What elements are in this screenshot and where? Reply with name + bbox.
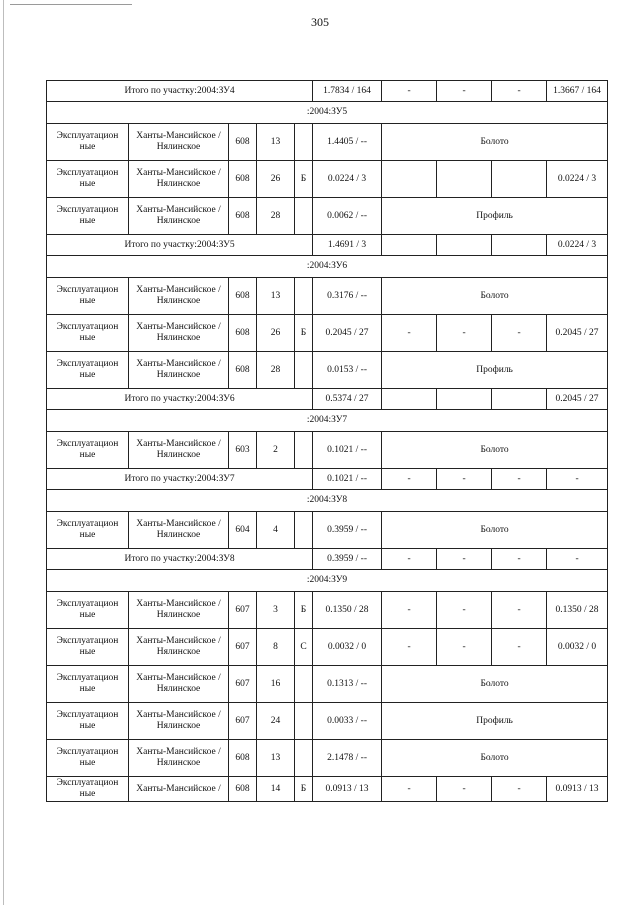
section-number-cell: 13: [257, 124, 295, 161]
area-cell: 0.0033 / --: [313, 703, 382, 740]
table-row: [47, 161, 608, 198]
forestry-location-cell: Ханты-Мансийское / Нялинское: [129, 198, 229, 235]
value-cell: -: [437, 315, 492, 352]
quarter-number-cell: 608: [229, 740, 257, 777]
land-type-merged-cell: Болото: [382, 432, 608, 469]
quarter-number-cell: 608: [229, 278, 257, 315]
value-cell: -: [492, 315, 547, 352]
total-value-cell: -: [437, 549, 492, 570]
quarter-number-cell: 608: [229, 124, 257, 161]
plot-section-header: :2004:ЗУ5: [47, 102, 608, 124]
area-cell: 0.0224 / 3: [313, 161, 382, 198]
land-category-cell: Эксплуатацион ные: [47, 592, 129, 629]
section-number-cell: 3: [257, 592, 295, 629]
section-number-cell: 2: [257, 432, 295, 469]
quarter-number-cell: 608: [229, 161, 257, 198]
scan-top-mark: [10, 4, 132, 5]
value-cell: [382, 161, 437, 198]
plot-total-row: [47, 469, 608, 490]
last-value-cell: 0.1350 / 28: [547, 592, 608, 629]
land-category-cell: Эксплуатацион ные: [47, 512, 129, 549]
total-value-cell: [437, 389, 492, 410]
value-cell: [437, 161, 492, 198]
value-cell: -: [382, 629, 437, 666]
land-type-merged-cell: Профиль: [382, 198, 608, 235]
quarter-number-cell: 604: [229, 512, 257, 549]
value-cell: [492, 161, 547, 198]
last-value-cell: 0.0224 / 3: [547, 161, 608, 198]
table-row: [47, 124, 608, 161]
flag-cell: [295, 198, 313, 235]
quarter-number-cell: 607: [229, 666, 257, 703]
flag-cell: [295, 432, 313, 469]
quarter-number-cell: 608: [229, 315, 257, 352]
table-row: [47, 432, 608, 469]
section-number-cell: 14: [257, 777, 295, 802]
plot-section-header-row: [47, 570, 608, 592]
plot-total-row: [47, 389, 608, 410]
forestry-location-cell: Ханты-Мансийское / Нялинское: [129, 629, 229, 666]
forestry-location-cell: Ханты-Мансийское / Нялинское: [129, 592, 229, 629]
table-row: [47, 278, 608, 315]
flag-cell: [295, 666, 313, 703]
flag-cell: Б: [295, 777, 313, 802]
total-value-cell: [492, 235, 547, 256]
forest-plots-table: [46, 80, 608, 802]
area-cell: 0.0153 / --: [313, 352, 382, 389]
scan-edge-line: [3, 0, 4, 905]
total-area-cell: 0.1021 / --: [313, 469, 382, 490]
forestry-location-cell: Ханты-Мансийское / Нялинское: [129, 161, 229, 198]
plot-section-header-row: [47, 490, 608, 512]
forestry-location-cell: Ханты-Мансийское / Нялинское: [129, 352, 229, 389]
quarter-number-cell: 603: [229, 432, 257, 469]
quarter-number-cell: 607: [229, 703, 257, 740]
total-value-cell: -: [382, 549, 437, 570]
land-type-merged-cell: Профиль: [382, 703, 608, 740]
land-category-cell: Эксплуатацион ные: [47, 703, 129, 740]
land-type-merged-cell: Болото: [382, 666, 608, 703]
total-label: Итого по участку:2004:ЗУ5: [47, 235, 313, 256]
land-category-cell: Эксплуатацион ные: [47, 740, 129, 777]
total-label: Итого по участку:2004:ЗУ6: [47, 389, 313, 410]
plot-section-header-row: [47, 256, 608, 278]
forestry-location-cell: Ханты-Мансийское / Нялинское: [129, 278, 229, 315]
section-number-cell: 16: [257, 666, 295, 703]
land-type-merged-cell: Профиль: [382, 352, 608, 389]
forestry-location-cell: Ханты-Мансийское / Нялинское: [129, 740, 229, 777]
land-category-cell: Эксплуатацион ные: [47, 777, 129, 802]
total-last-cell: 0.0224 / 3: [547, 235, 608, 256]
table-row: [47, 740, 608, 777]
total-value-cell: -: [437, 469, 492, 490]
flag-cell: С: [295, 629, 313, 666]
value-cell: -: [437, 777, 492, 802]
section-number-cell: 24: [257, 703, 295, 740]
value-cell: -: [437, 592, 492, 629]
table-row: [47, 777, 608, 802]
plot-section-header: :2004:ЗУ6: [47, 256, 608, 278]
section-number-cell: 26: [257, 315, 295, 352]
land-category-cell: Эксплуатацион ные: [47, 198, 129, 235]
land-type-merged-cell: Болото: [382, 512, 608, 549]
table-row: [47, 703, 608, 740]
area-cell: 0.0032 / 0: [313, 629, 382, 666]
total-value-cell: [437, 235, 492, 256]
total-value-cell: [492, 389, 547, 410]
table-row: [47, 666, 608, 703]
flag-cell: Б: [295, 161, 313, 198]
page-number: 305: [311, 15, 329, 29]
area-cell: 0.1350 / 28: [313, 592, 382, 629]
quarter-number-cell: 608: [229, 777, 257, 802]
land-category-cell: Эксплуатацион ные: [47, 124, 129, 161]
plot-section-header: :2004:ЗУ9: [47, 570, 608, 592]
plot-section-header: :2004:ЗУ8: [47, 490, 608, 512]
total-label: Итого по участку:2004:ЗУ8: [47, 549, 313, 570]
section-number-cell: 28: [257, 352, 295, 389]
forestry-location-cell: Ханты-Мансийское / Нялинское: [129, 124, 229, 161]
land-category-cell: Эксплуатацион ные: [47, 666, 129, 703]
value-cell: -: [492, 592, 547, 629]
value-cell: -: [437, 629, 492, 666]
forestry-location-cell: Ханты-Мансийское / Нялинское: [129, 432, 229, 469]
table-row: [47, 352, 608, 389]
section-number-cell: 13: [257, 740, 295, 777]
value-cell: -: [492, 629, 547, 666]
land-type-merged-cell: Болото: [382, 740, 608, 777]
forestry-location-cell: Ханты-Мансийское / Нялинское: [129, 315, 229, 352]
area-cell: 0.3176 / --: [313, 278, 382, 315]
value-cell: -: [492, 777, 547, 802]
total-last-cell: 1.3667 / 164: [547, 81, 608, 102]
flag-cell: Б: [295, 315, 313, 352]
total-last-cell: -: [547, 469, 608, 490]
flag-cell: [295, 740, 313, 777]
section-number-cell: 8: [257, 629, 295, 666]
land-category-cell: Эксплуатацион ные: [47, 352, 129, 389]
flag-cell: [295, 124, 313, 161]
last-value-cell: 0.0032 / 0: [547, 629, 608, 666]
table-body: [47, 81, 608, 802]
value-cell: -: [382, 777, 437, 802]
plot-total-row: [47, 81, 608, 102]
area-cell: 0.1021 / --: [313, 432, 382, 469]
last-value-cell: 0.0913 / 13: [547, 777, 608, 802]
land-category-cell: Эксплуатацион ные: [47, 315, 129, 352]
area-cell: 1.4405 / --: [313, 124, 382, 161]
section-number-cell: 13: [257, 278, 295, 315]
area-cell: 0.0062 / --: [313, 198, 382, 235]
total-area-cell: 1.4691 / 3: [313, 235, 382, 256]
last-value-cell: 0.2045 / 27: [547, 315, 608, 352]
table-row: [47, 629, 608, 666]
quarter-number-cell: 608: [229, 198, 257, 235]
quarter-number-cell: 607: [229, 592, 257, 629]
total-value-cell: -: [492, 81, 547, 102]
flag-cell: Б: [295, 592, 313, 629]
area-cell: 0.0913 / 13: [313, 777, 382, 802]
total-area-cell: 0.5374 / 27: [313, 389, 382, 410]
land-category-cell: Эксплуатацион ные: [47, 161, 129, 198]
land-category-cell: Эксплуатацион ные: [47, 629, 129, 666]
total-value-cell: -: [492, 469, 547, 490]
section-number-cell: 4: [257, 512, 295, 549]
total-last-cell: -: [547, 549, 608, 570]
total-value-cell: [382, 235, 437, 256]
area-cell: 0.1313 / --: [313, 666, 382, 703]
forestry-location-cell: Ханты-Мансийское / Нялинское: [129, 703, 229, 740]
flag-cell: [295, 352, 313, 389]
plot-section-header: :2004:ЗУ7: [47, 410, 608, 432]
plot-total-row: [47, 549, 608, 570]
area-cell: 0.2045 / 27: [313, 315, 382, 352]
area-cell: 0.3959 / --: [313, 512, 382, 549]
table-row: [47, 512, 608, 549]
plot-total-row: [47, 235, 608, 256]
land-type-merged-cell: Болото: [382, 278, 608, 315]
forestry-location-cell: Ханты-Мансийское / Нялинское: [129, 512, 229, 549]
area-cell: 2.1478 / --: [313, 740, 382, 777]
table-row: [47, 198, 608, 235]
total-area-cell: 0.3959 / --: [313, 549, 382, 570]
total-value-cell: [382, 389, 437, 410]
quarter-number-cell: 607: [229, 629, 257, 666]
total-value-cell: -: [382, 81, 437, 102]
total-label: Итого по участку:2004:ЗУ4: [47, 81, 313, 102]
table-row: [47, 315, 608, 352]
total-value-cell: -: [492, 549, 547, 570]
section-number-cell: 28: [257, 198, 295, 235]
land-type-merged-cell: Болото: [382, 124, 608, 161]
total-value-cell: -: [437, 81, 492, 102]
quarter-number-cell: 608: [229, 352, 257, 389]
flag-cell: [295, 512, 313, 549]
total-last-cell: 0.2045 / 27: [547, 389, 608, 410]
value-cell: -: [382, 592, 437, 629]
total-value-cell: -: [382, 469, 437, 490]
land-category-cell: Эксплуатацион ные: [47, 278, 129, 315]
flag-cell: [295, 278, 313, 315]
table-row: [47, 592, 608, 629]
forestry-location-cell: Ханты-Мансийское / Нялинское: [129, 666, 229, 703]
plot-section-header-row: [47, 102, 608, 124]
flag-cell: [295, 703, 313, 740]
forestry-location-cell: Ханты-Мансийское /: [129, 777, 229, 802]
value-cell: -: [382, 315, 437, 352]
total-label: Итого по участку:2004:ЗУ7: [47, 469, 313, 490]
section-number-cell: 26: [257, 161, 295, 198]
total-area-cell: 1.7834 / 164: [313, 81, 382, 102]
plot-section-header-row: [47, 410, 608, 432]
land-category-cell: Эксплуатацион ные: [47, 432, 129, 469]
